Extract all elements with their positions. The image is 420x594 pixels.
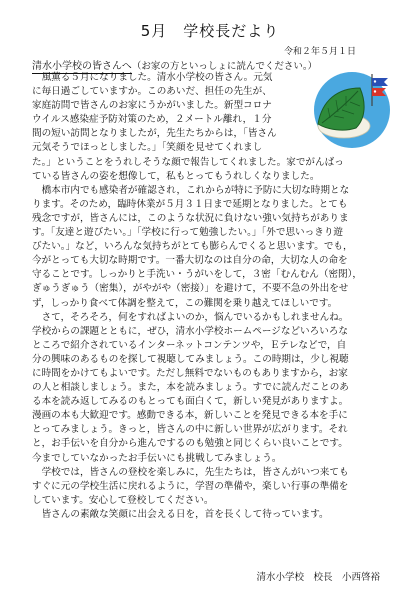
letter-body xyxy=(32,71,400,522)
body-line: 風薫る５月になりました。清水小学校の皆さん。元気 xyxy=(32,72,273,83)
body-line: ところで紹介されているインターネットコンテンツや，Ｅテレなどで，自 xyxy=(32,339,347,351)
body-line: とってみましょう。きっと，皆さんの中に新しい世界が広がります。それ xyxy=(32,424,348,436)
greeting-addressee: 清水小学校の皆さんへ xyxy=(32,61,132,72)
body-line: に時間をかけてもよいです。ただし無料でないものもありますから，お家 xyxy=(32,367,348,379)
body-line: 今がとっても大切な時期です。一番大切なのは自分の命，大切な人の命を xyxy=(32,255,348,267)
body-line: 学校からの課題とともに，ぜひ，清水小学校ホームページなどいろいろな xyxy=(32,325,349,337)
body-line: 残念ですが，皆さんには，このような状況に負けない強い気持ちがありま xyxy=(32,212,349,224)
body-line: す。「友達と遊びたい。」「学校に行って勉強したい。」「外で思いっきり遊 xyxy=(32,227,344,239)
body-line: に毎日過ごしていますか。このあいだ、担任の先生が、 xyxy=(32,86,272,98)
body-line: ります。そのため，臨時休業が５月３１日まで延期となりました。とても xyxy=(32,198,348,210)
signature: 清水小学校 校長 小西啓裕 xyxy=(256,572,380,583)
body-line: 分の興味のあるものを探して視聴してみましょう。この時期は，少し視聴 xyxy=(32,353,349,365)
greeting-note: （お家の方といっしょに読んでください。） xyxy=(131,61,318,72)
greeting-line xyxy=(32,57,317,72)
body-line: 元気そうでほっとしました。」「笑顔を見せてくれまし xyxy=(32,142,263,154)
issue-date: 令和２年５月１日 xyxy=(283,47,356,57)
body-line: しています。安心して登校してください。 xyxy=(32,494,214,506)
body-line: 今までしていなかったお手伝いにも挑戦してみましょう。 xyxy=(32,452,282,464)
body-line: ている皆さんの姿を想像して，私もとってもうれしくなりました。 xyxy=(32,170,320,182)
body-line: 漫画の本も大歓迎です。感動できる本，新しいことを発見できる本を手に xyxy=(32,410,348,422)
body-line: ず，しっかり食べて体調を整えて，この難関を乗り越えてほしいです。 xyxy=(32,297,338,309)
body-line: 家庭訪問で皆さんのお家にうかがいました。新型コロナ xyxy=(32,100,272,112)
body-line: すぐに元の学校生活に戻れるように，学習の準備や，楽しい行事の準備を xyxy=(32,480,349,492)
body-line: 間の短い訪問となりましたが，先生たちからは，「皆さん xyxy=(32,128,277,140)
page-title: 5月 学校長だより xyxy=(140,22,280,40)
body-line: ウイルス感染症予防対策のため，２メートル離れ，１分 xyxy=(32,114,272,126)
body-line: 学校では，皆さんの登校を楽しみに，先生たちは，皆さんがいつ来ても xyxy=(32,466,349,478)
body-line: ぎゅうぎゅう（密集），がやがや（密接）」を避けて，不要不急の外出をせ xyxy=(32,283,349,295)
body-line: の人と相談しましょう。また，本を読みましょう。すでに読んだことのあ xyxy=(32,382,349,394)
body-line: た。」ということをうれしそうな顔で報告してくれました。家でがんばっ xyxy=(32,156,344,168)
body-line: さて，そろそろ，何をすればよいのか，悩んでいるかもしれませんね。 xyxy=(32,311,349,323)
body-line: びたい。」など，いろんな気持ちがとても膨らんでくると思います。でも， xyxy=(32,241,353,253)
body-line: と，お手伝いを自分から進んでするのも勉強と同じくらい良いことです。 xyxy=(32,438,348,450)
body-line: る本を読み返してみるのもとっても面白くて，新しい発見がありますよ。 xyxy=(32,396,349,408)
body-line: 橋本市内でも感染者が確認され，これからが特に予防に大切な時期とな xyxy=(32,184,350,196)
body-line: 守ることです。しっかりと手洗い・うがいをして，３密「むんむん（密閉）， xyxy=(32,269,363,281)
body-line: 皆さんの素敵な笑顔に出会える日を，首を長くして待っています。 xyxy=(32,508,329,520)
